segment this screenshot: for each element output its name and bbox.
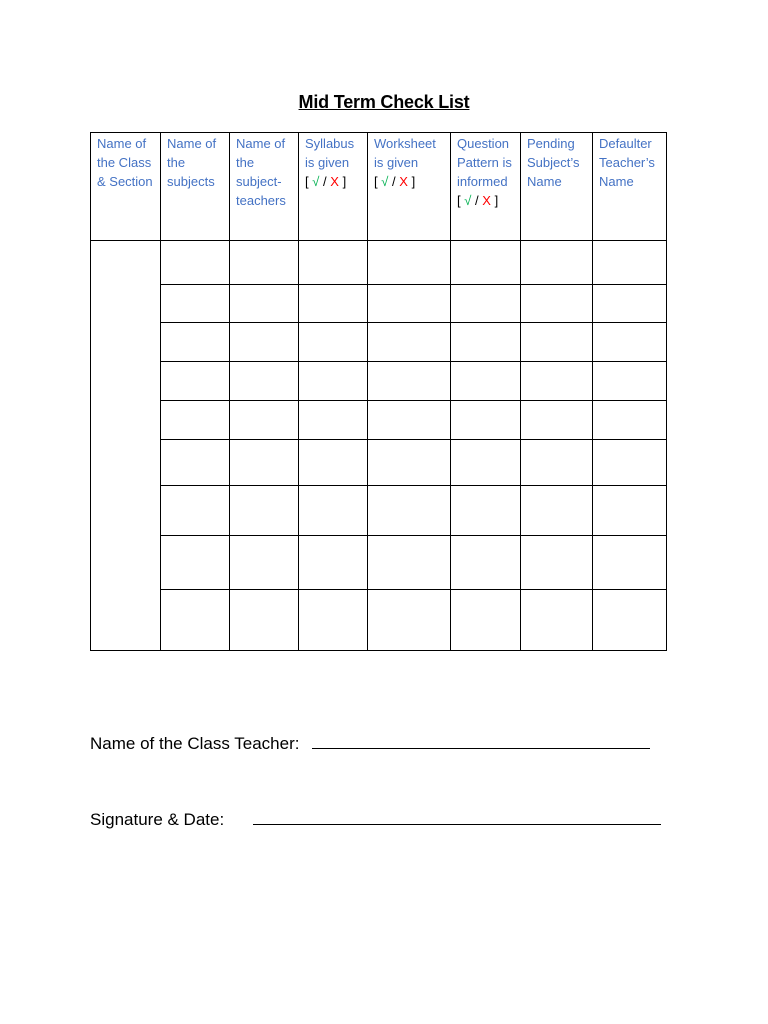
bracket-close: ] (342, 174, 347, 189)
bracket-open: [ (457, 193, 461, 208)
table-cell[interactable] (161, 285, 230, 323)
signature-date-label: Signature & Date: (90, 810, 225, 829)
table-cell[interactable] (161, 241, 230, 285)
table-cell[interactable] (451, 590, 521, 651)
bracket-open: [ (374, 174, 378, 189)
table-cell[interactable] (593, 536, 667, 590)
table-cell[interactable] (593, 285, 667, 323)
table-row (91, 241, 667, 285)
table-cell[interactable] (451, 362, 521, 401)
column-header-subject-teachers (230, 133, 299, 241)
bracket-close: ] (494, 193, 499, 208)
table-cell[interactable] (451, 323, 521, 362)
table-cell[interactable] (161, 486, 230, 536)
mark-separator: / (475, 193, 479, 208)
table-cell[interactable] (161, 536, 230, 590)
header-label: Syllabus is given (305, 136, 355, 170)
header-row (91, 133, 667, 241)
table-cell[interactable] (451, 486, 521, 536)
check-cross-legend (457, 193, 498, 208)
table-cell[interactable] (521, 401, 593, 440)
cross-mark-icon: X (399, 174, 408, 189)
table-cell[interactable] (299, 536, 368, 590)
check-mark-icon: √ (312, 174, 320, 189)
table-body (91, 241, 667, 651)
table-cell[interactable] (521, 241, 593, 285)
header-label: Name of the Class & Section (97, 136, 153, 189)
table-cell[interactable] (299, 241, 368, 285)
table-cell[interactable] (299, 285, 368, 323)
table-cell[interactable] (230, 401, 299, 440)
table-cell[interactable] (368, 285, 451, 323)
table-cell[interactable] (593, 401, 667, 440)
table-cell[interactable] (368, 241, 451, 285)
check-cross-legend (374, 174, 415, 189)
class-section-cell[interactable] (91, 241, 161, 651)
table-cell[interactable] (299, 486, 368, 536)
table-cell[interactable] (368, 590, 451, 651)
table-cell[interactable] (451, 401, 521, 440)
header-label: Pending Subject’s Name (527, 136, 580, 189)
column-header-class-section (91, 133, 161, 241)
table-cell[interactable] (521, 486, 593, 536)
table-cell[interactable] (593, 440, 667, 486)
table-cell[interactable] (161, 401, 230, 440)
table-cell[interactable] (521, 323, 593, 362)
table-cell[interactable] (593, 486, 667, 536)
class-teacher-label: Name of the Class Teacher: (90, 734, 300, 753)
check-mark-icon: √ (381, 174, 389, 189)
table-cell[interactable] (230, 362, 299, 401)
column-header-subjects (161, 133, 230, 241)
table-cell[interactable] (368, 486, 451, 536)
table-row (91, 440, 667, 486)
column-header-syllabus (299, 133, 368, 241)
table-cell[interactable] (521, 590, 593, 651)
bracket-open: [ (305, 174, 309, 189)
table-cell[interactable] (161, 440, 230, 486)
table-cell[interactable] (230, 486, 299, 536)
table-cell[interactable] (299, 440, 368, 486)
check-cross-legend (305, 174, 346, 189)
table-cell[interactable] (593, 362, 667, 401)
table-cell[interactable] (368, 401, 451, 440)
column-header-defaulter-teacher (593, 133, 667, 241)
mark-separator: / (392, 174, 396, 189)
page-title: Mid Term Check List (298, 92, 470, 112)
table-row (91, 285, 667, 323)
cross-mark-icon: X (330, 174, 339, 189)
signature-date-line (90, 810, 661, 830)
table-cell[interactable] (230, 536, 299, 590)
table-cell[interactable] (368, 323, 451, 362)
signature-date-blank[interactable] (253, 810, 661, 825)
header-label: Defaulter Teacher’s Name (599, 136, 655, 189)
table-cell[interactable] (230, 440, 299, 486)
table-cell[interactable] (451, 440, 521, 486)
table-row (91, 486, 667, 536)
bracket-close: ] (411, 174, 416, 189)
table-cell[interactable] (521, 536, 593, 590)
table-row (91, 323, 667, 362)
column-header-question-pattern (451, 133, 521, 241)
table-cell[interactable] (368, 440, 451, 486)
mark-separator: / (323, 174, 327, 189)
table-cell[interactable] (299, 323, 368, 362)
table-cell[interactable] (230, 323, 299, 362)
table-cell[interactable] (593, 241, 667, 285)
table-cell[interactable] (593, 590, 667, 651)
table-cell[interactable] (368, 536, 451, 590)
cross-mark-icon: X (482, 193, 491, 208)
table-row (91, 401, 667, 440)
table-cell[interactable] (521, 440, 593, 486)
column-header-pending-subject (521, 133, 593, 241)
table-cell[interactable] (521, 362, 593, 401)
checklist-table (90, 132, 667, 651)
class-teacher-blank[interactable] (312, 734, 650, 749)
table-cell[interactable] (521, 285, 593, 323)
table-cell[interactable] (451, 285, 521, 323)
class-teacher-line (90, 734, 650, 754)
table-cell[interactable] (161, 362, 230, 401)
table-cell[interactable] (161, 590, 230, 651)
table-cell[interactable] (451, 536, 521, 590)
table-cell[interactable] (230, 285, 299, 323)
table-cell[interactable] (299, 401, 368, 440)
check-mark-icon: √ (464, 193, 472, 208)
column-header-worksheet (368, 133, 451, 241)
table-cell[interactable] (161, 323, 230, 362)
header-label: Name of the subject-teachers (236, 136, 286, 208)
header-label: Worksheet is given (374, 136, 436, 170)
table-cell[interactable] (451, 241, 521, 285)
table-cell[interactable] (230, 590, 299, 651)
table-cell[interactable] (299, 590, 368, 651)
table-cell[interactable] (368, 362, 451, 401)
table-row (91, 536, 667, 590)
table-row (91, 362, 667, 401)
table-row (91, 590, 667, 651)
table-cell[interactable] (299, 362, 368, 401)
header-label: Name of the subjects (167, 136, 217, 189)
table-cell[interactable] (230, 241, 299, 285)
table-cell[interactable] (593, 323, 667, 362)
header-label: Question Pattern is informed (457, 136, 512, 189)
